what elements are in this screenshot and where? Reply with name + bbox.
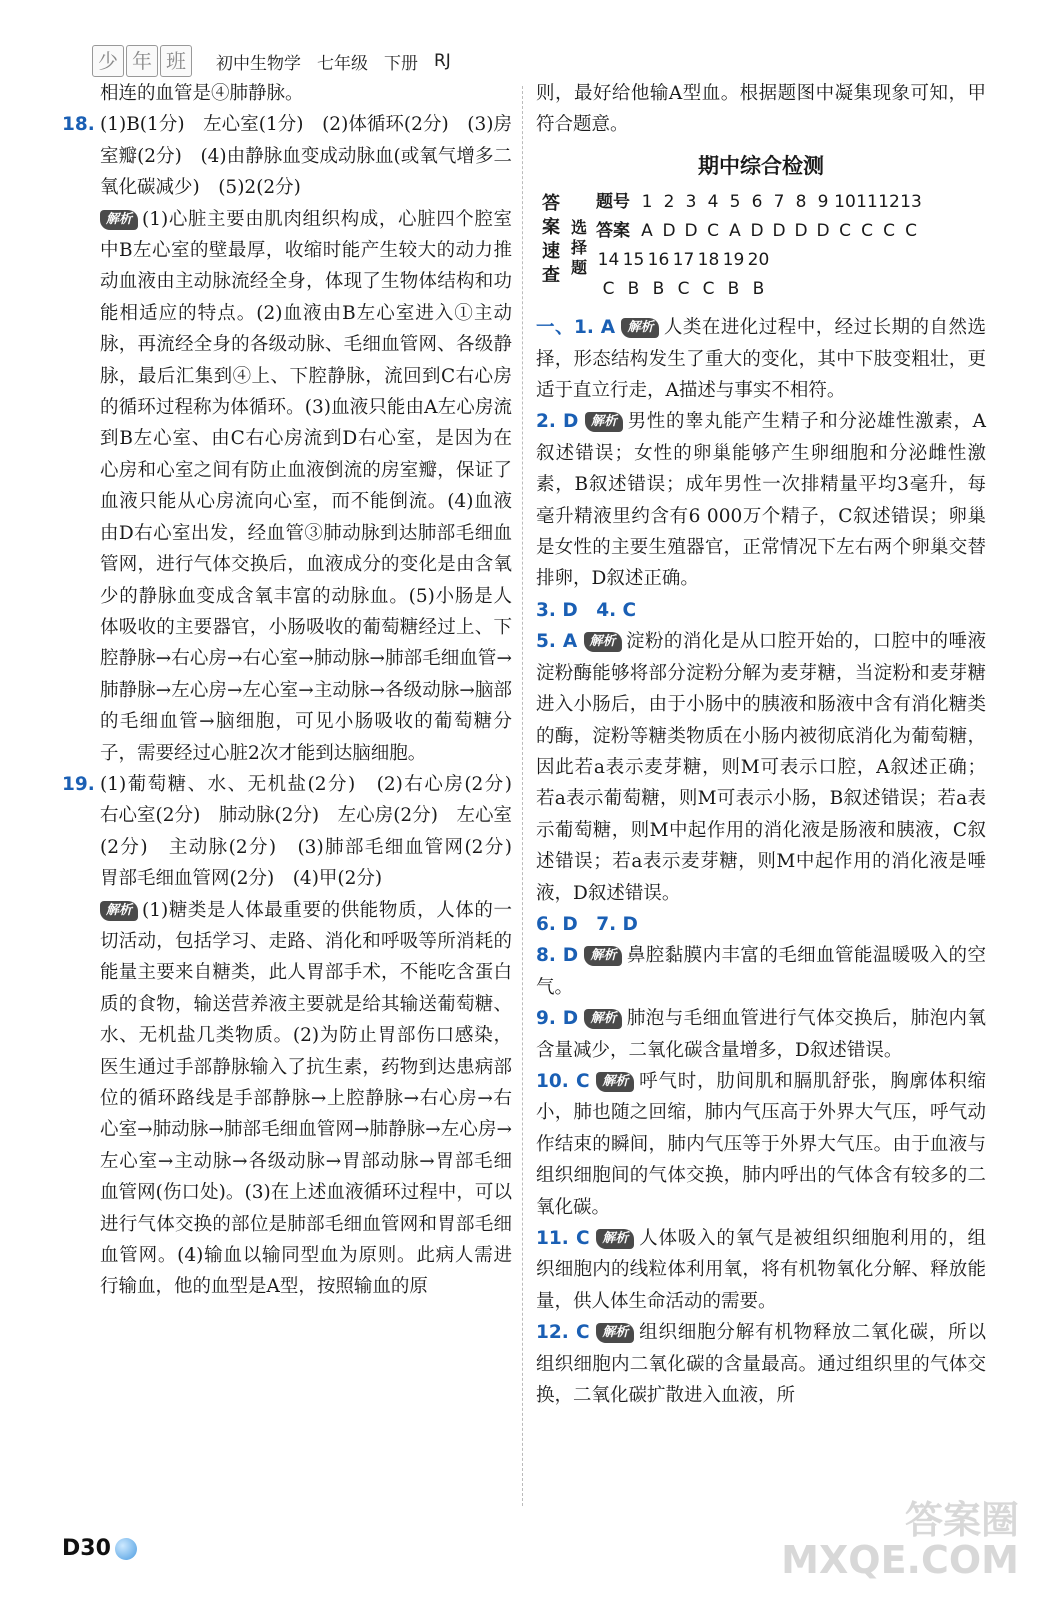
- answer-number: 11. C: [536, 1228, 590, 1249]
- label-char: 速: [542, 241, 560, 263]
- grid-cell: B: [627, 279, 640, 300]
- analysis-tag: 解析: [100, 901, 138, 921]
- answer-number: 3. D 4. C: [536, 599, 637, 621]
- analysis-tag: 解析: [584, 946, 622, 966]
- grid-cell: 17: [672, 250, 695, 271]
- answer-item: [536, 940, 986, 1003]
- grid-cell: 1: [641, 192, 653, 213]
- answer-items: [536, 312, 986, 1411]
- analysis-text: (1)糖类是人体最重要的供能物质，人体的一切活动，包括学习、走路、消化和呼吸等所消耗的能量主要来自糖类，此人胃部手术，不能吃含蛋白质的食物，输送营养液主要就是给其输送葡萄糖、水、无机盐几类物质。(2)为防止胃部伤口感染，医生通过手部静脉输入了抗生素，药物到达患病部位的循环路线是手部静脉→上腔静脉→右心房→右心室→肺动脉→肺部毛细血管网→肺静脉→左心房→左心室→主动脉→各级动脉→胃部动脉→胃部毛细血管网(伤口处)。(3)在上述血液循环过程中，可以进行气体交换的部位是肺部毛细血管网和胃部毛细血管网。(4)输血以输同型血为原则。此病人需进行输血，他的血型是A型，按照输血的原: [100, 899, 512, 1298]
- analysis-text: 淀粉的消化是从口腔开始的，口腔中的唾液淀粉酶能够将部分淀粉分解为麦芽糖，当淀粉和麦芽糖进入小肠后，由于小肠中的胰液和肠液中含有消化糖类的酶，淀粉等糖类物质在小肠内被彻底消化为葡萄糖，因此若a表示麦芽糖，则M可表示口腔，A叙述正确；若a表示葡萄糖，则M可表示小肠，B叙述错误；若a表示葡萄糖，则M中起作用的消化液是肠液和胰液，C叙述错误；若a表示麦芽糖，则M中起作用的消化液是唾液，D叙述错误。: [536, 631, 986, 904]
- label-char: 择: [570, 238, 587, 258]
- grid-cell: C: [602, 279, 615, 300]
- answer-number: 6. D 7. D: [536, 913, 638, 935]
- logo-char: 班: [160, 45, 192, 77]
- answer-number: 12. C: [536, 1322, 590, 1344]
- grid-cell: D: [772, 221, 786, 242]
- analysis-text: 人体吸入的氧气是被组织细胞利用的，组织细胞内的线粒体利用氧，将有机物氧化分解、释放能量，供人体生命活动的需要。: [536, 1228, 986, 1312]
- edition-code: RJ: [434, 51, 451, 71]
- answer-number: 10. C: [536, 1070, 590, 1092]
- grid-cell: 2: [663, 192, 675, 213]
- grid-cell: 10: [834, 192, 856, 213]
- grid-cell: B: [752, 279, 765, 300]
- grid-cell: D: [816, 221, 830, 242]
- logo-char: 少: [92, 45, 124, 77]
- grid-cell: 13: [900, 192, 922, 213]
- analysis-tag: 解析: [585, 412, 623, 432]
- answer-number: 一、1. A: [536, 317, 616, 339]
- answer-item: [536, 1223, 986, 1317]
- page-number: D30: [62, 1536, 111, 1561]
- grid-cell: C: [707, 221, 719, 242]
- grid-cell: 12: [878, 192, 900, 213]
- left-column: [62, 78, 531, 1303]
- question-number-row: [596, 188, 922, 217]
- answer-item: [536, 1066, 986, 1223]
- grid-cell: 11: [856, 192, 878, 213]
- answer-number: 5. A: [536, 631, 578, 653]
- analysis-tag: 解析: [621, 318, 659, 338]
- analysis-tag: 解析: [596, 1229, 634, 1249]
- volume-name: 下册: [384, 53, 418, 74]
- grade-name: 七年级: [317, 53, 368, 74]
- section-title: 期中综合检测: [698, 153, 824, 178]
- answer-grid: [596, 188, 922, 304]
- right-column: [536, 78, 986, 1411]
- answer-number: 2. D: [536, 411, 579, 433]
- grid-cell: D: [662, 221, 676, 242]
- grid-cell: 3: [685, 192, 697, 213]
- row-label: 答案: [596, 221, 630, 242]
- answer-item: [536, 312, 986, 406]
- answer-item: [536, 406, 986, 594]
- series-logo: [92, 45, 192, 77]
- grid-cell: 4: [707, 192, 719, 213]
- analysis-tag: 解析: [596, 1072, 634, 1092]
- grid-cell: C: [905, 221, 917, 242]
- analysis-text: 呼气时，肋间肌和膈肌舒张，胸廓体积缩小，肺也随之回缩，肺内气压高于外界大气压，呼气动作结束的瞬间，肺内气压等于外界大气压。由于血液与组织细胞间的气体交换，肺内呼出的气体含有较多的二氧化碳。: [536, 1070, 986, 1218]
- grid-cell: 7: [773, 192, 785, 213]
- continued-text: 相连的血管是④肺静脉。: [100, 83, 304, 104]
- grid-cell: 19: [722, 250, 745, 271]
- grid-cell: 16: [647, 250, 670, 271]
- grid-cell: C: [883, 221, 895, 242]
- course-name: 初中生物学: [216, 53, 301, 74]
- question-number: 19.: [62, 773, 95, 795]
- answer-row: [596, 275, 922, 304]
- grid-cell: B: [652, 279, 665, 300]
- grid-cell: 18: [697, 250, 720, 271]
- analysis-text: 肺泡与毛细血管进行气体交换后，肺泡内氧含量减少，二氧化碳含量增多，D叙述错误。: [536, 1008, 986, 1061]
- analysis-tag: 解析: [584, 1009, 622, 1029]
- answer-item: [536, 595, 986, 626]
- watermark: [781, 1500, 1019, 1580]
- grid-cell: 15: [622, 250, 645, 271]
- label-char: 题: [570, 258, 587, 278]
- row-cells: [596, 250, 771, 270]
- question-18: [62, 109, 512, 769]
- grid-cell: C: [702, 279, 715, 300]
- row-label: 题号: [596, 192, 630, 213]
- choice-label: [566, 218, 592, 278]
- analysis-tag: 解析: [584, 632, 622, 652]
- question-answer: (1)B(1分) 左心室(1分) (2)体循环(2分) (3)房室瓣(2分) (4)由静脉血变成动脉血(或氧气增多二氧化碳减少) (5)2(2分): [100, 114, 512, 199]
- analysis-tag: 解析: [100, 210, 138, 230]
- grid-cell: 9: [817, 192, 829, 213]
- question-answer: (1)葡萄糖、水、无机盐(2分) (2)右心房(2分) 右心室(2分) 肺动脉(2分) 左心房(2分) 左心室(2分) 主动脉(2分) (3)肺部毛细血管网(2分) 胃部毛细血管网(2分) (4)甲(2分): [100, 773, 531, 890]
- continued-text: 则，最好给他输A型血。根据题图中凝集现象可知，甲符合题意。: [536, 83, 986, 136]
- grid-cell: C: [677, 279, 690, 300]
- question-19: [62, 769, 531, 1303]
- grid-cell: C: [861, 221, 873, 242]
- grid-cell: D: [794, 221, 808, 242]
- answer-item: [536, 1003, 986, 1066]
- grid-cell: 5: [729, 192, 741, 213]
- label-char: 案: [542, 217, 560, 239]
- grid-cell: A: [729, 221, 741, 242]
- row-cells: [636, 192, 922, 212]
- answer-number: 8. D: [536, 945, 579, 967]
- logo-char: 年: [126, 45, 158, 77]
- grid-cell: 14: [597, 250, 620, 271]
- analysis-text: 人类在进化过程中，经过长期的自然选择，形态结构发生了重大的变化，其中下肢变粗壮，更适于直立行走，A描述与事实不相符。: [536, 317, 986, 402]
- row-cells: [596, 279, 771, 299]
- answer-number: 9. D: [536, 1008, 579, 1030]
- watermark-line: 答案圈: [904, 1498, 1019, 1542]
- column-divider: [522, 86, 523, 1506]
- label-char: 查: [542, 265, 560, 287]
- grid-cell: D: [684, 221, 698, 242]
- grid-cell: C: [839, 221, 851, 242]
- row-cells: [636, 221, 922, 241]
- page-footer: [62, 1536, 137, 1561]
- answer-quick-check: [536, 188, 986, 304]
- analysis-tag: 解析: [596, 1323, 634, 1343]
- page-header: [92, 44, 451, 78]
- grid-cell: B: [727, 279, 740, 300]
- grid-cell: D: [750, 221, 764, 242]
- analysis-text: 鼻腔黏膜内丰富的毛细血管能温暖吸入的空气。: [536, 945, 986, 998]
- bubble-icon: [115, 1538, 137, 1560]
- grid-cell: A: [641, 221, 653, 242]
- answer-item: [536, 909, 986, 940]
- analysis-text: 男性的睾丸能产生精子和分泌雄性激素，A叙述错误；女性的卵巢能够产生卵细胞和分泌雌性激素，B叙述错误；成年男性一次排精量平均3毫升，每毫升精液里约含有6 000万个精子，C叙述错误；卵巢是女性的主要生殖器官，正常情况下左右两个卵巢交替排卵，D叙述正确。: [536, 411, 986, 590]
- question-number-row: [596, 246, 922, 275]
- answer-item: [536, 626, 986, 909]
- grid-cell: 8: [795, 192, 807, 213]
- answer-item: [536, 1317, 986, 1411]
- watermark-line: MXQE.COM: [781, 1538, 1019, 1582]
- analysis-text: 组织细胞分解有机物释放二氧化碳，所以组织细胞内二氧化碳的含量最高。通过组织里的气体交换，二氧化碳扩散进入血液，所: [536, 1322, 986, 1407]
- label-char: 答: [542, 193, 560, 215]
- quick-check-label: [536, 192, 566, 288]
- analysis-text: (1)心脏主要由肌肉组织构成，心脏四个腔室中B左心室的壁最厚，收缩时能产生较大的动力推动血液由主动脉流经全身，体现了生物体结构和功能相适应的特点。(2)血液由B左心室进入①主动脉，再流经全身的各级动脉、毛细血管网、各级静脉，最后汇集到④上、下腔静脉，流回到C右心房的循环过程称为体循环。(3)血液只能由A左心房流到B左心室、由C右心房流到D右心室，是因为在心房和心室之间有防止血液倒流的房室瓣，保证了血液只能从心房流向心室，而不能倒流。(4)血液由D右心室出发，经血管③肺动脉到达肺部毛细血管网，进行气体交换后，血液成分的变化是由含氧少的静脉血变成含氧丰富的动脉血。(5)小肠是人体吸收的主要器官，小肠吸收的葡萄糖经过上、下腔静脉→右心房→右心室→肺动脉→肺部毛细血管→肺静脉→左心房→左心室→主动脉→各级动脉→脑部的毛细血管→脑细胞，可见小肠吸收的葡萄糖分子，需要经过心脏2次才能到达脑细胞。: [100, 208, 512, 764]
- grid-cell: 6: [751, 192, 763, 213]
- label-char: 选: [570, 218, 587, 238]
- answer-row: [596, 217, 922, 246]
- question-number: 18.: [62, 114, 95, 136]
- grid-cell: 20: [747, 250, 770, 271]
